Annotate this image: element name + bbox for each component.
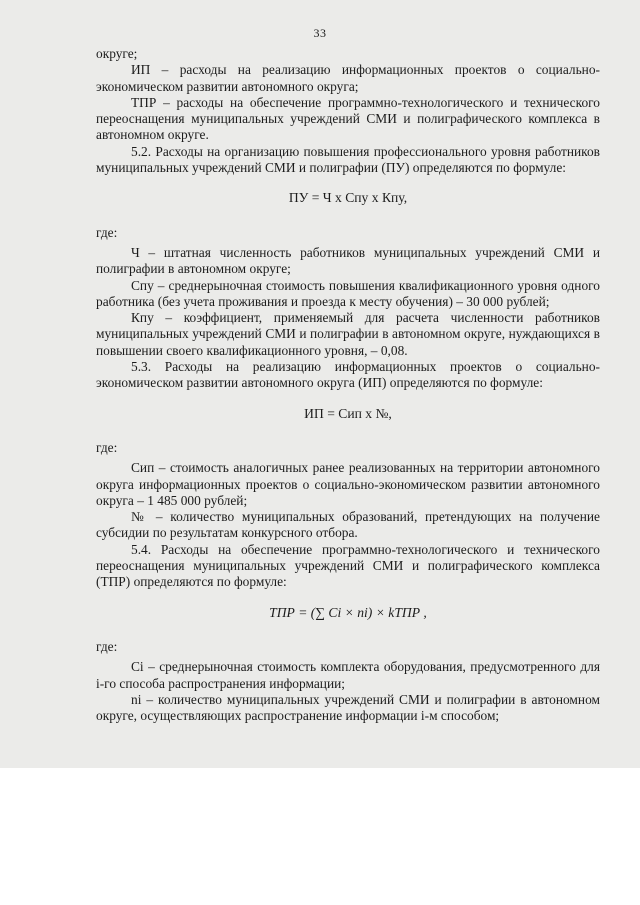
paragraph: ni – количество муниципальных учреждений СМИ и полиграфии в автономном округе, осуществляющих распространение информации i-м способом; — [96, 691, 600, 724]
page-background-bottom — [0, 768, 640, 905]
page-number: 33 — [313, 26, 327, 40]
formula-ip: ИП = Сип x №, — [304, 405, 392, 421]
paragraph: № – количество муниципальных образований, претендующих на получение субсидии по результатам конкурсного отбора. — [96, 509, 600, 541]
paragraph: ТПР – расходы на обеспечение программно-технологического и технического переоснащения муниципальных учреждений СМИ и полиграфического комплекса в автономном округе. — [96, 94, 600, 143]
paragraph: 5.2. Расходы на организацию повышения профессионального уровня работников муниципальных учреждений СМИ и полиграфии (ПУ) определяются по формуле: — [96, 143, 600, 176]
paragraph: Ч – штатная численность работников муниципальных учреждений СМИ и полиграфии в автономном округе; — [96, 244, 600, 277]
paragraph: округе; — [96, 46, 138, 61]
paragraph: Сип – стоимость аналогичных ранее реализованных на территории автономного округа информационных проектов о социально-экономическом развитии автономного округа – 1 485 000 рублей; — [96, 460, 600, 508]
paragraph: 5.4. Расходы на обеспечение программно-технологического и технического переоснащения муниципальных учреждений СМИ и полиграфического комплекса (ТПР) определяются по формуле: — [96, 541, 600, 590]
document-body — [96, 46, 600, 724]
paragraph: Кпу – коэффициент, применяемый для расчета численности работников муниципальных учреждений СМИ и полиграфии в автономном округе, нуждающихся в повышении своего квалификационного уровня, – 0,08. — [96, 310, 600, 358]
formula-tpr: ТПР = (∑ Ci × ni) × kТПР , — [269, 604, 427, 620]
paragraph: Спу – среднерыночная стоимость повышения квалификационного уровня одного работника (без учета проживания и проезда к месту обучения) – 30 000 рублей; — [96, 277, 600, 309]
where-label: где: — [96, 224, 118, 240]
where-label: где: — [96, 638, 118, 654]
where-label: где: — [96, 439, 118, 455]
paragraph: 5.3. Расходы на реализацию информационных проектов о социально-экономическом развитии автономного округа (ИП) определяются по формуле: — [96, 359, 600, 391]
paragraph: Ci – среднерыночная стоимость комплекта оборудования, предусмотренного для i-го способа распространения информации; — [96, 659, 600, 691]
paragraph: ИП – расходы на реализацию информационных проектов о социально-экономическом развитии автономного округа; — [96, 62, 600, 94]
formula-pu: ПУ = Ч x Спу x Кпу, — [288, 190, 408, 206]
